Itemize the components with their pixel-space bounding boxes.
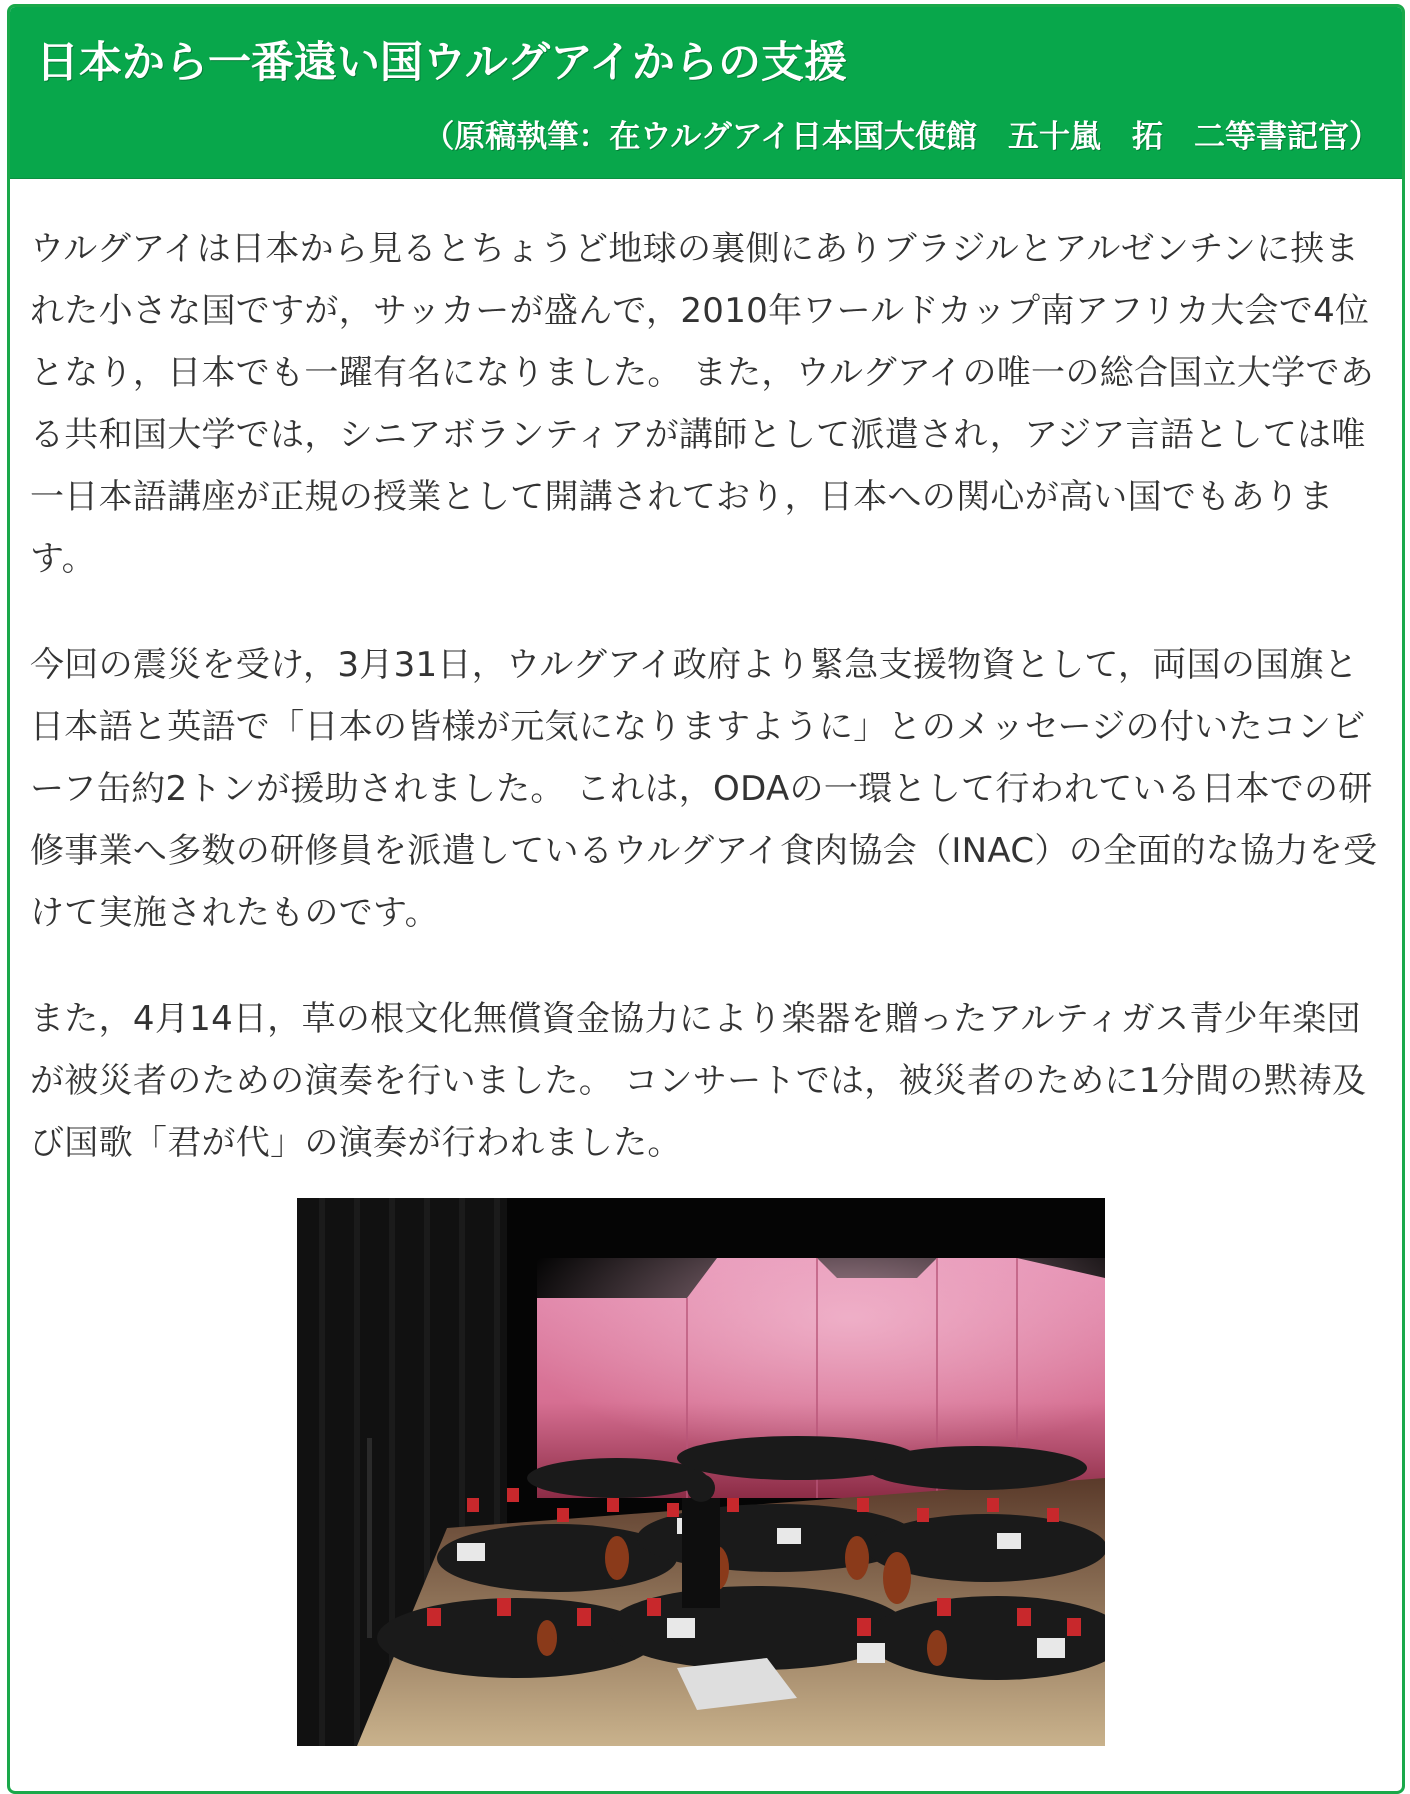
article-paragraph-2: 今回の震災を受け，3月31日，ウルグアイ政府より緊急支援物資として，両国の国旗と日本語と英語で「日本の皆様が元気になりますように」とのメッセージの付いたコンビーフ缶約2トンが援助されました。 これは，ODAの一環として行われている日本での研修事業へ多数の研修員を派遣しているウルグアイ食肉協会（INAC）の全面的な協力を受けて実施されたものです。	[30, 645, 1378, 933]
orchestra-concert-photo	[297, 1198, 1105, 1746]
article-paragraph-3: また，4月14日，草の根文化無償資金協力により楽器を贈ったアルティガス青少年楽団が被災者のための演奏を行いました。 コンサートでは，被災者のために1分間の黙祷及び国歌「君が代」の演奏が行われました。	[30, 999, 1367, 1163]
article-paragraph-1: ウルグアイは日本から見るとちょうど地球の裏側にありブラジルとアルゼンチンに挟まれた小さな国ですが，サッカーが盛んで，2010年ワールドカップ南アフリカ大会で4位となり，日本でも一躍有名になりました。 また，ウルグアイの唯一の総合国立大学である共和国大学では，シニアボランティアが講師として派遣され，アジア言語としては唯一日本語講座が正規の授業として開講されており，日本への関心が高い国でもあります。	[30, 229, 1375, 579]
article-byline: （原稿執筆：在ウルグアイ日本国大使館 五十嵐 拓 二等書記官）	[423, 119, 1380, 155]
article-title: 日本から一番遠い国ウルグアイからの支援	[36, 38, 847, 88]
article-body	[30, 218, 1378, 1218]
article-header	[10, 7, 1402, 179]
orchestra-photo-illustration	[297, 1198, 1105, 1746]
